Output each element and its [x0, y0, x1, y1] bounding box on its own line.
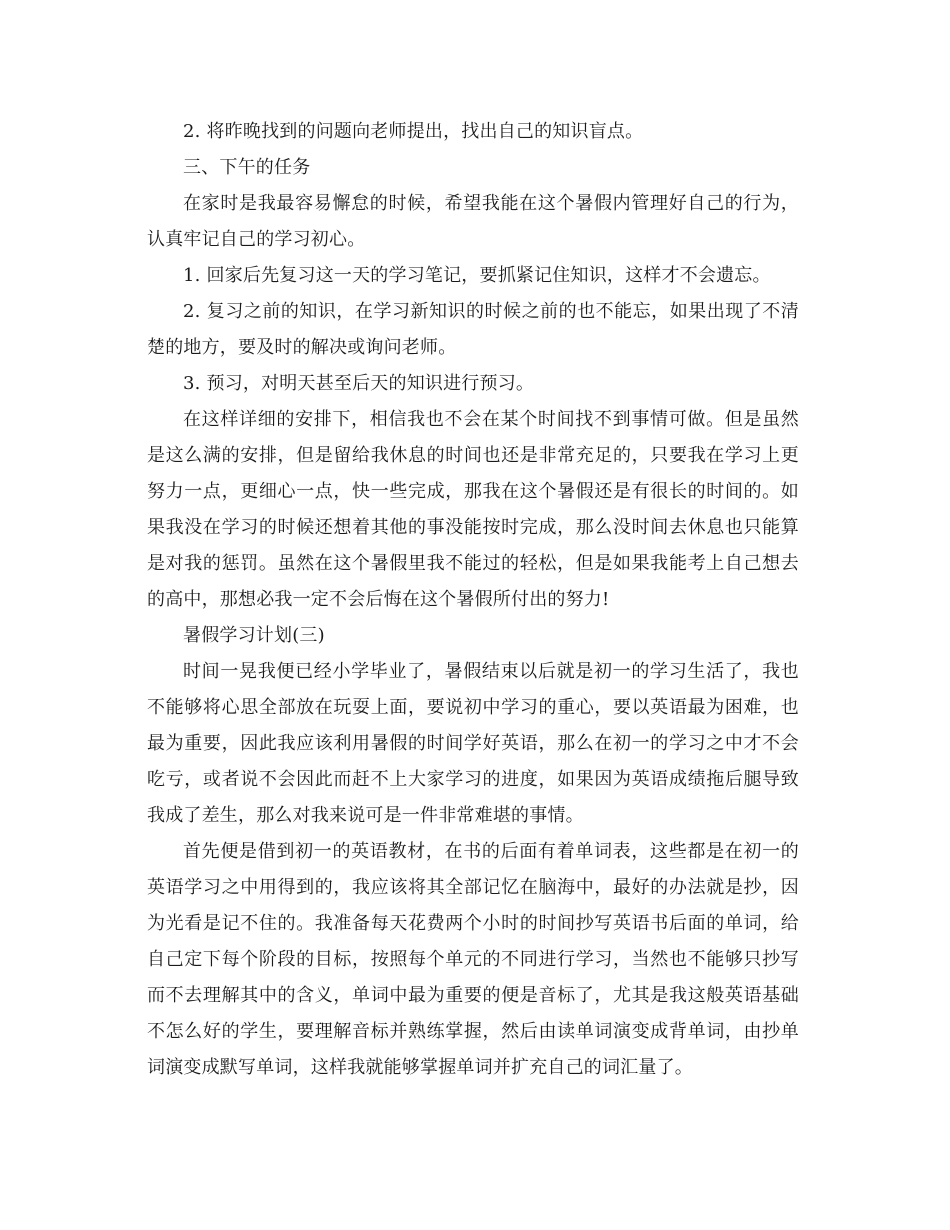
paragraph-home-intro: 在家时是我最容易懈怠的时候，希望我能在这个暑假内管理好自己的行为，认真牢记自己的学习初心。: [147, 193, 799, 250]
paragraph-summary: 在这样详细的安排下，相信我也不会在某个时间找不到事情可做。但是虽然是这么满的安排，但是留给我休息的时间也还是非常充足的，只要我在学习上更努力一点，更细心一点，快一些完成，那我在这个暑假还是有很长的时间的。如果我没在学习的时候还想着其他的事没能按时完成，那么没时间去休息也只能算是对我的惩罚。虽然在这个暑假里我不能过的轻松，但是如果我能考上自己想去的高中，那想必我一定不会后悔在这个暑假所付出的努力!: [147, 409, 799, 610]
paragraph-plan-three-vocabulary: 首先便是借到初一的英语教材，在书的后面有着单词表，这些都是在初一的英语学习之中用得到的，我应该将其全部记忆在脑海中，最好的办法就是抄，因为光看是记不住的。我准备每天花费两个小时的时间抄写英语书后面的单词，给自己定下每个阶段的目标，按照每个单元的不同进行学习，当然也不能够只抄写而不去理解其中的含义，单词中最为重要的便是音标了，尤其是我这般英语基础不怎么好的学生，要理解音标并熟练掌握，然后由读单词演变成背单词，由抄单词演变成默写单词，这样我就能够掌握单词并扩充自己的词汇量了。: [147, 841, 799, 1078]
paragraph-item-2-review-old: 2. 复习之前的知识，在学习新知识的时候之前的也不能忘，如果出现了不清楚的地方，要及时的解决或询问老师。: [147, 301, 799, 358]
section-heading-afternoon-tasks: 三、下午的任务: [183, 157, 311, 178]
section-heading-plan-three: 暑假学习计划(三): [183, 625, 325, 646]
paragraph-plan-three-intro: 时间一晃我便已经小学毕业了，暑假结束以后就是初一的学习生活了，我也不能够将心思全部放在玩耍上面，要说初中学习的重心，要以英语最为困难，也最为重要，因此我应该利用暑假的时间学好英语，那么在初一的学习之中才不会吃亏，或者说不会因此而赶不上大家学习的进度，如果因为英语成绩拖后腿导致我成了差生，那么对我来说可是一件非常难堪的事情。: [147, 661, 799, 826]
paragraph-item-3-preview: 3. 预习，对明天甚至后天的知识进行预习。: [183, 373, 535, 394]
document-body: [147, 114, 799, 1086]
paragraph-item-1-review-notes: 1. 回家后先复习这一天的学习笔记，要抓紧记住知识，这样才不会遗忘。: [183, 265, 771, 286]
paragraph-item-2-followup: 2. 将昨晚找到的问题向老师提出，找出自己的知识盲点。: [183, 121, 644, 142]
